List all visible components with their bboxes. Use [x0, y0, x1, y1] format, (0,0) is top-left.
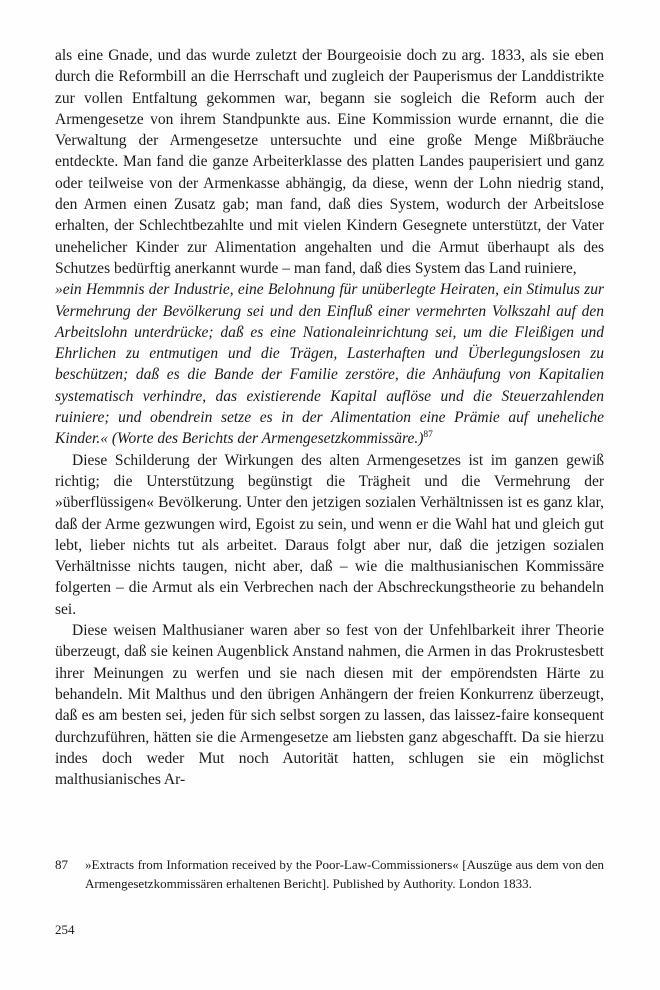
footnote: [55, 856, 604, 893]
opening-paragraph: als eine Gnade, und das wurde zuletzt der Bourgeoisie doch zu arg. 1833, als sie eben durch die Reformbill an die Herrschaft und zugleich der Pauperismus der Landdistrikte zur vollen Entfaltung gekommen war, begann sie sogleich die Reform auch der Armengesetze von ihrem Standpunkte aus. Eine Kommission wurde ernannt, die die Verwaltung der Armengesetze untersuchte und eine große Menge Mißbräuche entdeckte. Man fand die ganze Arbeiterklasse des platten Landes pauperisiert und ganz oder teilweise von der Armenkasse abhängig, da diese, wenn der Lohn niedrig stand, den Armen einen Zusatz gab; man fand, daß dies System, wodurch der Arbeitslose erhalten, der Schlechtbezahlte und mit vielen Kindern Gesegnete unterstützt, der Vater unehelicher Kinder zur Alimentation angehalten und die Armut überhaupt als des Schutzes bedürftig anerkannt wurde – man fand, daß dies System das Land ruiniere,: [55, 47, 604, 277]
paragraph-3: Diese weisen Malthusianer waren aber so fest von der Unfehlbarkeit ihrer Theorie überzeugt, daß sie keinen Augenblick Anstand nahmen, die Armen in das Prokrustesbett ihrer Meinungen zu werfen und sie nach diesen mit der empörendsten Härte zu behandeln. Mit Malthus und den übrigen Anhängern der freien Konkurrenz überzeugt, daß es am besten sei, jeden für sich selbst sorgen zu lassen, das laissez-faire konsequent durchzuführen, hätten sie die Armengesetze am liebsten ganz abgeschafft. Da sie hierzu indes doch weder Mut noch Autorität hatten, schlugen sie ein möglichst malthusianisches Ar-: [55, 622, 604, 789]
paragraph-2: Diese Schilderung der Wirkungen des alten Armengesetzes ist im ganzen gewiß richtig; die Unterstützung begünstigt die Trägheit und die Vermehrung der »überflüssigen« Bevölkerung. Unter den jetzigen sozialen Verhältnissen ist es ganz klar, daß der Arme gezwungen wird, Egoist zu sein, und wenn er die Wahl hat und gleich gut lebt, lieber nichts tut als arbeitet. Daraus folgt aber nur, daß die jetzigen sozialen Verhältnisse nichts taugen, nicht aber, daß – wie die malthusianischen Kommissäre folgerten – die Armut als ein Verbrechen nach der Abschreckungstheorie zu behandeln sei.: [55, 451, 604, 618]
page-number: 254: [55, 922, 75, 937]
block-quote-text: »ein Hemmnis der Industrie, eine Belohnung für unüberlegte Heiraten, ein Stimulus zur Vermehrung der Bevölkerung sei und den Einfluß einer vermehrten Volkszahl auf den Arbeitslohn unterdrücke; daß es eine Nationaleinrichtung sei, um die Fleißigen und Ehrlichen zu entmutigen und die Trägen, Lasterhaften und Überlegungslosen zu beschützen; daß es die Bande der Familie zerstöre, die Anhäufung von Kapitalien systematisch verhindre, das existierende Kapital auflöse und die Steuerzahlenden ruiniere; und obendrein setze es in der Alimentation eine Prämie auf uneheliche Kinder.« (Worte des Berichts der Armengesetzkommissäre.): [55, 281, 604, 448]
main-text-block: [55, 45, 604, 790]
footnote-text: »Extracts from Information received by the Poor-Law-Commissioners« [Auszüge aus dem von den Armengesetzkommissären erhaltenen Bericht]. Published by Authority. London 1833.: [85, 857, 604, 891]
block-quote: [55, 279, 604, 449]
footnote-reference: 87: [423, 430, 433, 441]
footnote-number: 87: [55, 857, 68, 872]
